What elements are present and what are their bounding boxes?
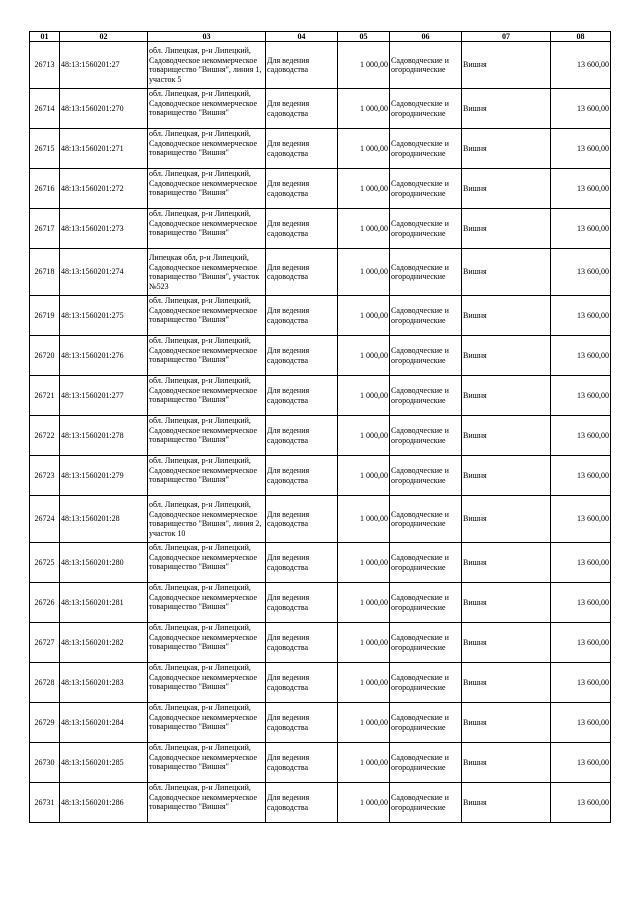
table-row (30, 416, 611, 456)
address-cell (148, 89, 266, 129)
cadastral-number-cell: 48:13:1560201:281 (60, 583, 148, 623)
partnership-name-cell: Вишня (462, 663, 551, 703)
land-category-cell: Садоводческие и огороднические (390, 703, 462, 743)
address-text: обл. Липецкая, р-н Липецкий, Садоводческое некоммерческое товарищество "Вишня" (149, 129, 258, 157)
cadastral-number-cell: 48:13:1560201:27 (60, 42, 148, 89)
row-number-cell: 26730 (30, 743, 60, 783)
row-number-cell: 26726 (30, 583, 60, 623)
permitted-use-cell: Для ведения садоводства (266, 543, 338, 583)
cadastral-value-cell: 13 600,00 (551, 783, 611, 823)
partnership-name-cell: Вишня (462, 209, 551, 249)
area-cell: 1 000,00 (338, 42, 390, 89)
cadastral-number-cell: 48:13:1560201:274 (60, 249, 148, 296)
area-cell: 1 000,00 (338, 496, 390, 543)
permitted-use-cell: Для ведения садоводства (266, 336, 338, 376)
cadastral-number-cell: 48:13:1560201:275 (60, 296, 148, 336)
column-header: 03 (148, 32, 266, 42)
row-number-cell: 26728 (30, 663, 60, 703)
column-header: 06 (390, 32, 462, 42)
permitted-use-cell: Для ведения садоводства (266, 743, 338, 783)
table-row (30, 703, 611, 743)
cadastral-value-cell: 13 600,00 (551, 663, 611, 703)
partnership-name-cell: Вишня (462, 89, 551, 129)
address-cell (148, 296, 266, 336)
cadastral-value-cell: 13 600,00 (551, 543, 611, 583)
address-text: обл. Липецкая, р-н Липецкий, Садоводческое некоммерческое товарищество "Вишня" (149, 743, 258, 771)
area-cell: 1 000,00 (338, 336, 390, 376)
area-cell: 1 000,00 (338, 209, 390, 249)
column-header: 08 (551, 32, 611, 42)
land-category-cell: Садоводческие и огороднические (390, 456, 462, 496)
address-text: обл. Липецкая, р-н Липецкий, Садоводческое некоммерческое товарищество "Вишня", линия 2, участок 10 (149, 500, 262, 538)
column-header: 07 (462, 32, 551, 42)
cadastral-value-cell: 13 600,00 (551, 42, 611, 89)
cadastral-value-cell: 13 600,00 (551, 416, 611, 456)
area-cell: 1 000,00 (338, 416, 390, 456)
address-cell (148, 42, 266, 89)
permitted-use-cell: Для ведения садоводства (266, 89, 338, 129)
cadastral-value-cell: 13 600,00 (551, 89, 611, 129)
address-text: обл. Липецкая, р-н Липецкий, Садоводческое некоммерческое товарищество "Вишня" (149, 89, 258, 117)
table-row (30, 583, 611, 623)
address-text: обл. Липецкая, р-н Липецкий, Садоводческое некоммерческое товарищество "Вишня" (149, 416, 258, 444)
address-text: обл. Липецкая, р-н Липецкий, Садоводческое некоммерческое товарищество "Вишня" (149, 209, 258, 237)
row-number-cell: 26714 (30, 89, 60, 129)
row-number-cell: 26729 (30, 703, 60, 743)
cadastral-number-cell: 48:13:1560201:284 (60, 703, 148, 743)
land-category-cell: Садоводческие и огороднические (390, 249, 462, 296)
area-cell: 1 000,00 (338, 456, 390, 496)
row-number-cell: 26722 (30, 416, 60, 456)
table-row (30, 456, 611, 496)
row-number-cell: 26727 (30, 623, 60, 663)
cadastral-number-cell: 48:13:1560201:276 (60, 336, 148, 376)
permitted-use-cell: Для ведения садоводства (266, 663, 338, 703)
table-row (30, 543, 611, 583)
cadastral-value-cell: 13 600,00 (551, 169, 611, 209)
cadastral-number-cell: 48:13:1560201:270 (60, 89, 148, 129)
address-cell (148, 623, 266, 663)
address-text: обл. Липецкая, р-н Липецкий, Садоводческое некоммерческое товарищество "Вишня" (149, 456, 258, 484)
table-row (30, 376, 611, 416)
area-cell: 1 000,00 (338, 376, 390, 416)
address-text: обл. Липецкая, р-н Липецкий, Садоводческое некоммерческое товарищество "Вишня" (149, 336, 258, 364)
partnership-name-cell: Вишня (462, 416, 551, 456)
partnership-name-cell: Вишня (462, 129, 551, 169)
land-category-cell: Садоводческие и огороднические (390, 623, 462, 663)
area-cell: 1 000,00 (338, 169, 390, 209)
partnership-name-cell: Вишня (462, 743, 551, 783)
partnership-name-cell: Вишня (462, 783, 551, 823)
row-number-cell: 26717 (30, 209, 60, 249)
area-cell: 1 000,00 (338, 783, 390, 823)
permitted-use-cell: Для ведения садоводства (266, 623, 338, 663)
cadastral-number-cell: 48:13:1560201:278 (60, 416, 148, 456)
permitted-use-cell: Для ведения садоводства (266, 703, 338, 743)
cadastral-number-cell: 48:13:1560201:282 (60, 623, 148, 663)
partnership-name-cell: Вишня (462, 249, 551, 296)
permitted-use-cell: Для ведения садоводства (266, 496, 338, 543)
partnership-name-cell: Вишня (462, 42, 551, 89)
address-cell (148, 663, 266, 703)
column-header: 05 (338, 32, 390, 42)
cadastral-number-cell: 48:13:1560201:277 (60, 376, 148, 416)
area-cell: 1 000,00 (338, 583, 390, 623)
address-cell (148, 169, 266, 209)
row-number-cell: 26719 (30, 296, 60, 336)
cadastral-value-cell: 13 600,00 (551, 336, 611, 376)
table-row (30, 623, 611, 663)
address-cell (148, 743, 266, 783)
land-category-cell: Садоводческие и огороднические (390, 416, 462, 456)
address-text: обл. Липецкая, р-н Липецкий, Садоводческое некоммерческое товарищество "Вишня" (149, 583, 258, 611)
cadastral-value-cell: 13 600,00 (551, 249, 611, 296)
permitted-use-cell: Для ведения садоводства (266, 209, 338, 249)
land-category-cell: Садоводческие и огороднические (390, 743, 462, 783)
address-cell (148, 783, 266, 823)
partnership-name-cell: Вишня (462, 496, 551, 543)
address-cell (148, 456, 266, 496)
partnership-name-cell: Вишня (462, 376, 551, 416)
address-text: обл. Липецкая, р-н Липецкий, Садоводческое некоммерческое товарищество "Вишня" (149, 663, 258, 691)
table-row (30, 783, 611, 823)
address-cell (148, 703, 266, 743)
column-header: 04 (266, 32, 338, 42)
partnership-name-cell: Вишня (462, 623, 551, 663)
cadastral-value-cell: 13 600,00 (551, 743, 611, 783)
partnership-name-cell: Вишня (462, 543, 551, 583)
land-category-cell: Садоводческие и огороднические (390, 129, 462, 169)
cadastral-value-cell: 13 600,00 (551, 376, 611, 416)
cadastral-value-cell: 13 600,00 (551, 209, 611, 249)
address-text: обл. Липецкая, р-н Липецкий, Садоводческое некоммерческое товарищество "Вишня", линия 1, участок 5 (149, 46, 262, 84)
row-number-cell: 26723 (30, 456, 60, 496)
cadastral-number-cell: 48:13:1560201:272 (60, 169, 148, 209)
cadastral-value-cell: 13 600,00 (551, 496, 611, 543)
table-row (30, 663, 611, 703)
cadastral-value-cell: 13 600,00 (551, 456, 611, 496)
permitted-use-cell: Для ведения садоводства (266, 583, 338, 623)
address-text: обл. Липецкая, р-н Липецкий, Садоводческое некоммерческое товарищество "Вишня" (149, 783, 258, 811)
row-number-cell: 26724 (30, 496, 60, 543)
area-cell: 1 000,00 (338, 623, 390, 663)
row-number-cell: 26713 (30, 42, 60, 89)
land-category-cell: Садоводческие и огороднические (390, 663, 462, 703)
address-cell (148, 496, 266, 543)
address-text: Липецкая обл, р-н Липецкий, Садоводческое некоммерческое товарищество "Вишня", участок №523 (149, 253, 260, 291)
permitted-use-cell: Для ведения садоводства (266, 416, 338, 456)
cadastral-value-cell: 13 600,00 (551, 129, 611, 169)
table-row (30, 129, 611, 169)
table-row (30, 42, 611, 89)
row-number-cell: 26716 (30, 169, 60, 209)
column-header: 02 (60, 32, 148, 42)
table-row (30, 89, 611, 129)
address-cell (148, 336, 266, 376)
address-cell (148, 583, 266, 623)
permitted-use-cell: Для ведения садоводства (266, 249, 338, 296)
address-text: обл. Липецкая, р-н Липецкий, Садоводческое некоммерческое товарищество "Вишня" (149, 296, 258, 324)
table-row (30, 209, 611, 249)
cadastral-number-cell: 48:13:1560201:279 (60, 456, 148, 496)
row-number-cell: 26715 (30, 129, 60, 169)
partnership-name-cell: Вишня (462, 583, 551, 623)
address-cell (148, 376, 266, 416)
permitted-use-cell: Для ведения садоводства (266, 296, 338, 336)
permitted-use-cell: Для ведения садоводства (266, 129, 338, 169)
column-header-row (30, 32, 611, 42)
land-register-table (29, 31, 611, 823)
area-cell: 1 000,00 (338, 703, 390, 743)
cadastral-number-cell: 48:13:1560201:271 (60, 129, 148, 169)
cadastral-value-cell: 13 600,00 (551, 583, 611, 623)
address-text: обл. Липецкая, р-н Липецкий, Садоводческое некоммерческое товарищество "Вишня" (149, 169, 258, 197)
area-cell: 1 000,00 (338, 743, 390, 783)
cadastral-number-cell: 48:13:1560201:286 (60, 783, 148, 823)
row-number-cell: 26725 (30, 543, 60, 583)
permitted-use-cell: Для ведения садоводства (266, 376, 338, 416)
table-row (30, 743, 611, 783)
table-row (30, 496, 611, 543)
address-cell (148, 543, 266, 583)
land-category-cell: Садоводческие и огороднические (390, 496, 462, 543)
land-category-cell: Садоводческие и огороднические (390, 783, 462, 823)
land-category-cell: Садоводческие и огороднические (390, 169, 462, 209)
partnership-name-cell: Вишня (462, 169, 551, 209)
permitted-use-cell: Для ведения садоводства (266, 169, 338, 209)
row-number-cell: 26721 (30, 376, 60, 416)
area-cell: 1 000,00 (338, 89, 390, 129)
permitted-use-cell: Для ведения садоводства (266, 42, 338, 89)
cadastral-number-cell: 48:13:1560201:283 (60, 663, 148, 703)
cadastral-number-cell: 48:13:1560201:285 (60, 743, 148, 783)
area-cell: 1 000,00 (338, 129, 390, 169)
area-cell: 1 000,00 (338, 663, 390, 703)
partnership-name-cell: Вишня (462, 456, 551, 496)
table-row (30, 249, 611, 296)
partnership-name-cell: Вишня (462, 296, 551, 336)
area-cell: 1 000,00 (338, 249, 390, 296)
table-row (30, 336, 611, 376)
cadastral-value-cell: 13 600,00 (551, 703, 611, 743)
address-text: обл. Липецкая, р-н Липецкий, Садоводческое некоммерческое товарищество "Вишня" (149, 703, 258, 731)
land-category-cell: Садоводческие и огороднические (390, 543, 462, 583)
partnership-name-cell: Вишня (462, 703, 551, 743)
cadastral-value-cell: 13 600,00 (551, 623, 611, 663)
row-number-cell: 26718 (30, 249, 60, 296)
area-cell: 1 000,00 (338, 543, 390, 583)
partnership-name-cell: Вишня (462, 336, 551, 376)
land-category-cell: Садоводческие и огороднические (390, 296, 462, 336)
cadastral-value-cell: 13 600,00 (551, 296, 611, 336)
address-cell (148, 209, 266, 249)
address-cell (148, 416, 266, 456)
address-text: обл. Липецкая, р-н Липецкий, Садоводческое некоммерческое товарищество "Вишня" (149, 376, 258, 404)
row-number-cell: 26720 (30, 336, 60, 376)
land-category-cell: Садоводческие и огороднические (390, 89, 462, 129)
land-category-cell: Садоводческие и огороднические (390, 336, 462, 376)
land-category-cell: Садоводческие и огороднические (390, 583, 462, 623)
land-category-cell: Садоводческие и огороднические (390, 42, 462, 89)
cadastral-number-cell: 48:13:1560201:280 (60, 543, 148, 583)
land-category-cell: Садоводческие и огороднические (390, 376, 462, 416)
table-row (30, 169, 611, 209)
land-category-cell: Садоводческие и огороднические (390, 209, 462, 249)
cadastral-number-cell: 48:13:1560201:28 (60, 496, 148, 543)
address-text: обл. Липецкая, р-н Липецкий, Садоводческое некоммерческое товарищество "Вишня" (149, 623, 258, 651)
permitted-use-cell: Для ведения садоводства (266, 783, 338, 823)
area-cell: 1 000,00 (338, 296, 390, 336)
table-row (30, 296, 611, 336)
address-cell (148, 129, 266, 169)
row-number-cell: 26731 (30, 783, 60, 823)
permitted-use-cell: Для ведения садоводства (266, 456, 338, 496)
column-header: 01 (30, 32, 60, 42)
cadastral-number-cell: 48:13:1560201:273 (60, 209, 148, 249)
address-cell (148, 249, 266, 296)
address-text: обл. Липецкая, р-н Липецкий, Садоводческое некоммерческое товарищество "Вишня" (149, 543, 258, 571)
